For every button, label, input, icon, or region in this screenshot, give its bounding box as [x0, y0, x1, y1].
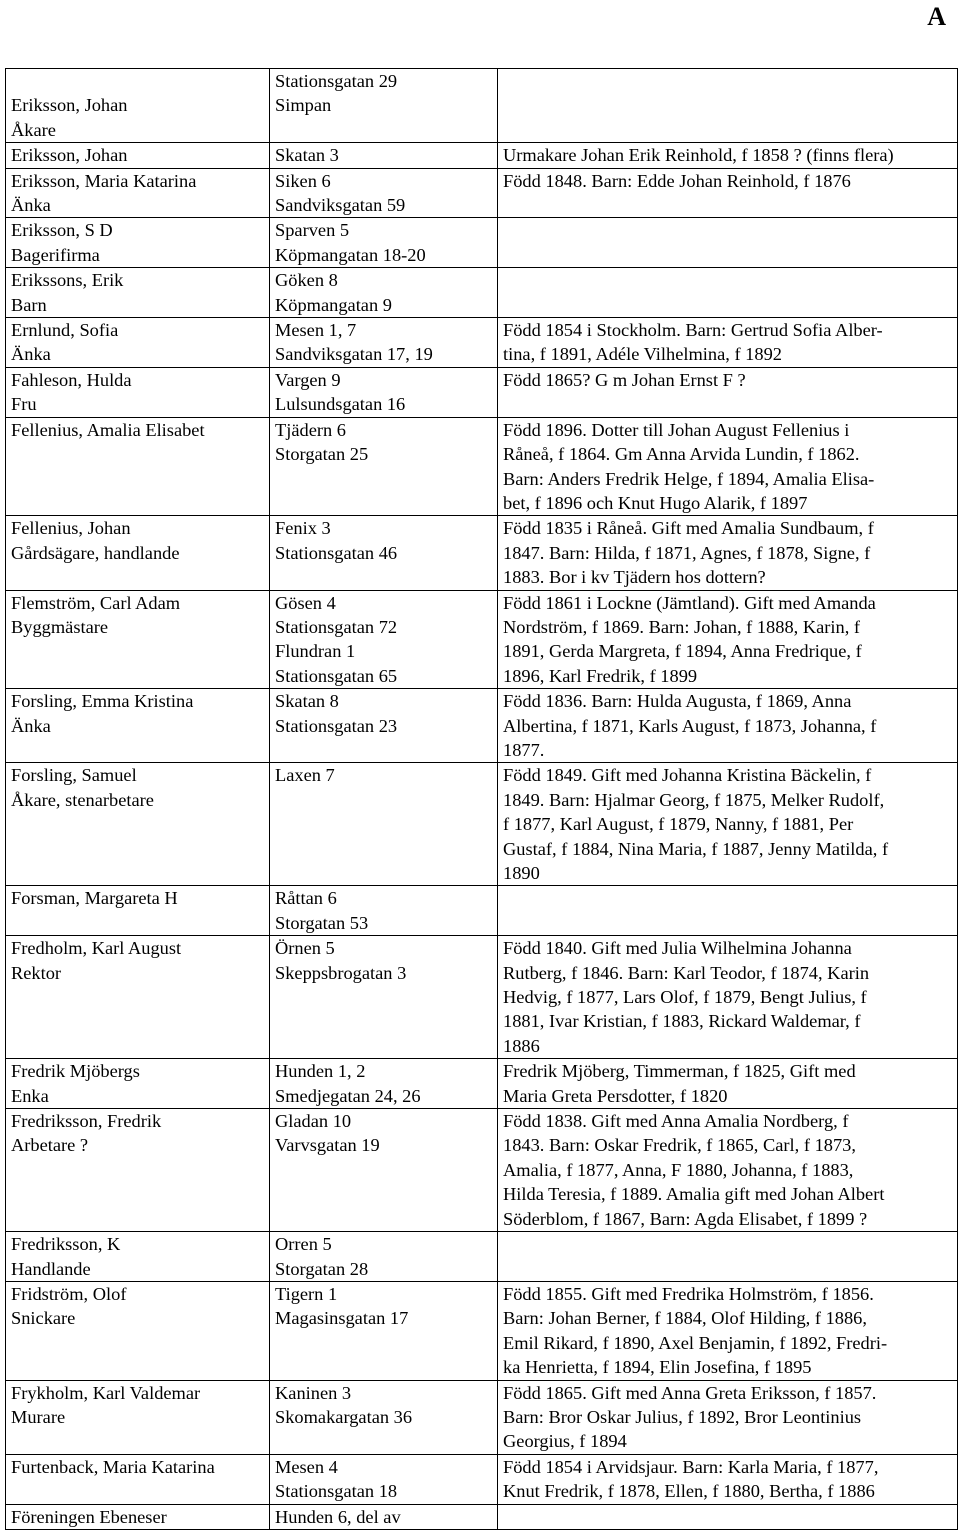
note-line: [503, 243, 953, 267]
name-line: [11, 639, 265, 663]
address-cell: [270, 1109, 498, 1232]
note-line: [503, 293, 953, 317]
note-line: 1877.: [503, 739, 545, 760]
register-body: [6, 69, 958, 1530]
table-row: [6, 689, 958, 763]
name-line: [11, 837, 265, 861]
note-line: Född 1849. Gift med Johanna Kristina Bäckelin, f: [503, 765, 872, 786]
note-line: [503, 118, 953, 142]
name-cell: [6, 689, 270, 763]
address-line: Kaninen 3: [275, 1382, 352, 1403]
address-line: [275, 1158, 493, 1182]
note-line: [503, 392, 953, 416]
address-line: Skatan 3: [275, 145, 339, 166]
table-row: [6, 69, 958, 143]
note-line: [503, 268, 953, 292]
note-line: 1849. Barn: Hjalmar Georg, f 1875, Melker Rudolf,: [503, 789, 885, 810]
address-cell: [270, 143, 498, 168]
name-cell: [6, 886, 270, 936]
address-line: Köpmangatan 9: [275, 294, 392, 315]
note-cell: [498, 318, 958, 368]
address-line: Göken 8: [275, 270, 338, 291]
note-cell: [498, 1454, 958, 1504]
name-line: Enka: [11, 1085, 49, 1106]
address-line: [275, 1429, 493, 1453]
address-line: [275, 738, 493, 762]
name-line: Handlande: [11, 1258, 91, 1279]
address-cell: [270, 763, 498, 886]
note-cell: [498, 689, 958, 763]
table-row: [6, 318, 958, 368]
name-cell: [6, 1454, 270, 1504]
note-line: Född 1835 i Råneå. Gift med Amalia Sundbaum, f: [503, 518, 874, 539]
note-cell: [498, 1281, 958, 1380]
note-cell: [498, 590, 958, 689]
note-line: Albertina, f 1871, Karls August, f 1873, Johanna, f: [503, 715, 877, 736]
address-line: Tjädern 6: [275, 419, 346, 440]
address-line: Storgatan 28: [275, 1258, 369, 1279]
address-line: Skatan 8: [275, 691, 339, 712]
name-line: Snickare: [11, 1308, 76, 1329]
name-cell: [6, 1109, 270, 1232]
address-line: [275, 1009, 493, 1033]
name-cell: [6, 516, 270, 590]
address-cell: [270, 218, 498, 268]
note-line: Född 1854 i Stockholm. Barn: Gertrud Sofia Alber-: [503, 320, 883, 341]
address-line: Stationsgatan 72: [275, 616, 398, 637]
note-line: bet, f 1896 och Knut Hugo Alarik, f 1897: [503, 492, 808, 513]
note-line: Född 1840. Gift med Julia Wilhelmina Johanna: [503, 938, 852, 959]
note-line: Född 1865. Gift med Anna Greta Eriksson, f 1857.: [503, 1382, 877, 1403]
address-line: Fenix 3: [275, 518, 331, 539]
name-line: Änka: [11, 344, 51, 365]
note-cell: [498, 168, 958, 218]
note-line: Georgius, f 1894: [503, 1431, 627, 1452]
name-line: Forsling, Samuel: [11, 765, 137, 786]
address-line: Sandviksgatan 17, 19: [275, 344, 433, 365]
table-row: [6, 1380, 958, 1454]
name-line: Frykholm, Karl Valdemar: [11, 1382, 201, 1403]
note-line: [503, 193, 953, 217]
note-line: Råneå, f 1864. Gm Anna Arvida Lundin, f 1862.: [503, 444, 860, 465]
address-cell: [270, 268, 498, 318]
table-row: [6, 590, 958, 689]
note-line: ka Henrietta, f 1894, Elin Josefina, f 1895: [503, 1357, 812, 1378]
address-line: Mesen 1, 7: [275, 320, 357, 341]
note-line: [503, 911, 953, 935]
note-line: [503, 93, 953, 117]
name-line: Åkare, stenarbetare: [11, 789, 154, 810]
name-line: [11, 1355, 265, 1379]
address-line: Skomakargatan 36: [275, 1406, 413, 1427]
address-line: Råttan 6: [275, 888, 337, 909]
address-cell: [270, 1454, 498, 1504]
note-line: Född 1836. Barn: Hulda Augusta, f 1869, Anna: [503, 691, 852, 712]
address-line: Orren 5: [275, 1234, 332, 1255]
address-line: Stationsgatan 18: [275, 1481, 398, 1502]
name-line: Fahleson, Hulda: [11, 369, 132, 390]
name-line: Eriksson, Johan: [11, 95, 128, 116]
address-line: Storgatan 53: [275, 912, 369, 933]
address-cell: [270, 516, 498, 590]
address-line: [275, 467, 493, 491]
address-line: [275, 812, 493, 836]
note-line: Född 1855. Gift med Fredrika Holmström, f 1856.: [503, 1283, 874, 1304]
table-row: [6, 1059, 958, 1109]
note-line: Barn: Johan Berner, f 1884, Olof Hilding, f 1886,: [503, 1308, 867, 1329]
note-line: 1883. Bor i kv Tjädern hos dottern?: [503, 567, 766, 588]
name-cell: [6, 417, 270, 516]
name-line: Gårdsägare, handlande: [11, 542, 180, 563]
table-row: [6, 763, 958, 886]
name-line: Byggmästare: [11, 616, 109, 637]
note-line: Hedvig, f 1877, Lars Olof, f 1879, Bengt Julius, f: [503, 987, 867, 1008]
register-table: [5, 68, 958, 1530]
note-line: Barn: Bror Oskar Julius, f 1892, Bror Leontinius: [503, 1406, 862, 1427]
name-line: Änka: [11, 715, 51, 736]
address-cell: [270, 69, 498, 143]
note-line: Barn: Anders Fredrik Helge, f 1894, Amalia Elisa-: [503, 468, 875, 489]
address-line: [275, 1182, 493, 1206]
table-row: [6, 168, 958, 218]
name-line: Fru: [11, 394, 37, 415]
name-line: [11, 861, 265, 885]
name-line: Änka: [11, 195, 51, 216]
address-line: [275, 788, 493, 812]
name-cell: [6, 367, 270, 417]
table-row: [6, 218, 958, 268]
address-cell: [270, 367, 498, 417]
name-cell: [6, 143, 270, 168]
address-cell: [270, 590, 498, 689]
address-line: Gladan 10: [275, 1111, 352, 1132]
name-line: [11, 1182, 265, 1206]
name-line: [11, 1158, 265, 1182]
table-row: [6, 367, 958, 417]
note-line: [503, 1232, 953, 1256]
name-line: Fridström, Olof: [11, 1283, 127, 1304]
note-cell: [498, 143, 958, 168]
note-line: 1890: [503, 863, 540, 883]
name-line: [11, 1207, 265, 1231]
address-line: Sparven 5: [275, 220, 350, 241]
note-line: Född 1861 i Lockne (Jämtland). Gift med Amanda: [503, 592, 876, 613]
address-line: Mesen 4: [275, 1456, 338, 1477]
name-line: [11, 1479, 265, 1503]
address-line: [275, 1207, 493, 1231]
name-line: [11, 1429, 265, 1453]
address-line: Köpmangatan 18-20: [275, 244, 426, 265]
note-line: 1881, Ivar Kristian, f 1883, Rickard Waldemar, f: [503, 1011, 861, 1032]
note-line: Maria Greta Persdotter, f 1820: [503, 1085, 728, 1106]
address-line: Tigern 1: [275, 1283, 338, 1304]
name-line: Fredholm, Karl August: [11, 938, 182, 959]
name-line: Flemström, Carl Adam: [11, 592, 181, 613]
note-line: 1843. Barn: Oskar Fredrik, f 1865, Carl, f 1873,: [503, 1135, 856, 1156]
address-line: [275, 1034, 493, 1058]
note-line: 1896, Karl Fredrik, f 1899: [503, 665, 698, 686]
address-cell: [270, 417, 498, 516]
note-line: Knut Fredrik, f 1878, Ellen, f 1880, Bertha, f 1886: [503, 1481, 875, 1502]
address-line: [275, 985, 493, 1009]
table-row: [6, 1454, 958, 1504]
table-row: [6, 268, 958, 318]
name-line: [11, 442, 265, 466]
name-line: [11, 664, 265, 688]
name-line: [11, 911, 265, 935]
note-line: Söderblom, f 1867, Barn: Agda Elisabet, f 1899 ?: [503, 1208, 868, 1229]
name-cell: [6, 268, 270, 318]
address-line: Flundran 1: [275, 641, 356, 662]
address-cell: [270, 689, 498, 763]
name-cell: [6, 1380, 270, 1454]
address-line: [275, 491, 493, 515]
name-line: [11, 1331, 265, 1355]
name-line: Arbetare ?: [11, 1135, 89, 1156]
note-line: [503, 1505, 953, 1529]
note-cell: [498, 763, 958, 886]
address-line: [275, 1355, 493, 1379]
name-line: Föreningen Ebeneser: [11, 1506, 167, 1527]
note-cell: [498, 1504, 958, 1529]
address-line: Storgatan 25: [275, 444, 369, 465]
note-cell: [498, 367, 958, 417]
note-line: Emil Rikard, f 1890, Axel Benjamin, f 1892, Fredri-: [503, 1332, 888, 1353]
address-line: Laxen 7: [275, 765, 335, 786]
name-line: Fellenius, Amalia Elisabet: [11, 419, 205, 440]
note-line: Född 1865? G m Johan Ernst F ?: [503, 369, 746, 390]
address-cell: [270, 1504, 498, 1529]
note-cell: [498, 936, 958, 1059]
address-cell: [270, 886, 498, 936]
table-row: [6, 1281, 958, 1380]
note-cell: [498, 218, 958, 268]
note-line: [503, 1257, 953, 1281]
name-line: [11, 491, 265, 515]
note-cell: [498, 886, 958, 936]
address-cell: [270, 1380, 498, 1454]
name-line: Fredrik Mjöbergs: [11, 1061, 140, 1082]
page-letter: A: [927, 2, 946, 31]
note-line: Född 1854 i Arvidsjaur. Barn: Karla Maria, f 1877,: [503, 1456, 879, 1477]
note-line: Nordström, f 1869. Barn: Johan, f 1888, Karin, f: [503, 616, 861, 637]
note-cell: [498, 1232, 958, 1282]
table-row: [6, 886, 958, 936]
note-line: Amalia, f 1877, Anna, F 1880, Johanna, f 1883,: [503, 1159, 854, 1180]
address-cell: [270, 1232, 498, 1282]
address-cell: [270, 936, 498, 1059]
name-line: Fellenius, Johan: [11, 518, 131, 539]
note-cell: [498, 268, 958, 318]
note-line: Gustaf, f 1884, Nina Maria, f 1887, Jenny Matilda, f: [503, 838, 889, 859]
note-line: Född 1838. Gift med Anna Amalia Nordberg, f: [503, 1111, 849, 1132]
name-line: Furtenback, Maria Katarina: [11, 1456, 215, 1477]
table-row: [6, 936, 958, 1059]
name-cell: [6, 936, 270, 1059]
address-cell: [270, 1281, 498, 1380]
name-line: [11, 1034, 265, 1058]
name-line: Åkare: [11, 119, 56, 140]
name-line: Bagerifirma: [11, 244, 100, 265]
note-line: [503, 218, 953, 242]
address-cell: [270, 168, 498, 218]
name-line: [11, 69, 265, 93]
name-cell: [6, 1232, 270, 1282]
address-cell: [270, 1059, 498, 1109]
address-line: Stationsgatan 65: [275, 665, 398, 686]
address-line: Sandviksgatan 59: [275, 195, 406, 216]
table-row: [6, 143, 958, 168]
note-line: [503, 69, 953, 93]
note-cell: [498, 1059, 958, 1109]
name-line: [11, 1009, 265, 1033]
name-line: Fredriksson, Fredrik: [11, 1111, 162, 1132]
note-line: 1847. Barn: Hilda, f 1871, Agnes, f 1878, Signe, f: [503, 542, 871, 563]
name-line: Forsman, Margareta H: [11, 888, 178, 909]
note-cell: [498, 69, 958, 143]
address-line: [275, 118, 493, 142]
note-line: Urmakare Johan Erik Reinhold, f 1858 ? (finns flera): [503, 145, 894, 166]
address-line: [275, 565, 493, 589]
name-cell: [6, 590, 270, 689]
address-line: Örnen 5: [275, 938, 335, 959]
name-line: Eriksson, S D: [11, 220, 113, 241]
address-line: Hunden 6, del av: [275, 1506, 401, 1527]
address-line: Siken 6: [275, 170, 331, 191]
name-cell: [6, 1281, 270, 1380]
name-line: [11, 985, 265, 1009]
note-line: Född 1848. Barn: Edde Johan Reinhold, f 1876: [503, 170, 851, 191]
name-line: [11, 565, 265, 589]
address-line: Vargen 9: [275, 369, 341, 390]
name-line: Eriksson, Maria Katarina: [11, 170, 197, 191]
address-line: [275, 837, 493, 861]
address-line: Smedjegatan 24, 26: [275, 1085, 421, 1106]
note-line: Rutberg, f 1846. Barn: Karl Teodor, f 1874, Karin: [503, 962, 870, 983]
address-line: Skeppsbrogatan 3: [275, 962, 407, 983]
name-cell: [6, 763, 270, 886]
name-line: Erikssons, Erik: [11, 270, 124, 291]
name-cell: [6, 69, 270, 143]
name-line: Eriksson, Johan: [11, 145, 128, 166]
name-line: [11, 738, 265, 762]
note-line: Fredrik Mjöberg, Timmerman, f 1825, Gift med: [503, 1061, 856, 1082]
name-line: Forsling, Emma Kristina: [11, 691, 194, 712]
name-line: [11, 467, 265, 491]
name-cell: [6, 218, 270, 268]
note-line: [503, 886, 953, 910]
name-line: Barn: [11, 294, 47, 315]
name-line: Rektor: [11, 962, 62, 983]
address-line: Stationsgatan 23: [275, 715, 398, 736]
name-cell: [6, 168, 270, 218]
name-line: Murare: [11, 1406, 66, 1427]
address-line: Stationsgatan 29: [275, 71, 398, 91]
table-row: [6, 417, 958, 516]
name-cell: [6, 318, 270, 368]
note-line: Hilda Teresia, f 1889. Amalia gift med Johan Albert: [503, 1184, 885, 1205]
note-line: tina, f 1891, Adéle Vilhelmina, f 1892: [503, 344, 782, 365]
note-line: 1891, Gerda Margreta, f 1894, Anna Fredrique, f: [503, 641, 862, 662]
address-line: Gösen 4: [275, 592, 336, 613]
name-cell: [6, 1059, 270, 1109]
address-line: Lulsundsgatan 16: [275, 394, 406, 415]
note-line: f 1877, Karl August, f 1879, Nanny, f 1881, Per: [503, 814, 854, 835]
note-cell: [498, 1380, 958, 1454]
address-line: Simpan: [275, 95, 332, 116]
address-line: Magasinsgatan 17: [275, 1308, 409, 1329]
table-row: [6, 1109, 958, 1232]
note-line: 1886: [503, 1035, 540, 1056]
address-line: Hunden 1, 2: [275, 1061, 366, 1082]
note-cell: [498, 1109, 958, 1232]
name-line: [11, 812, 265, 836]
name-line: Fredriksson, K: [11, 1234, 121, 1255]
name-line: Ernlund, Sofia: [11, 320, 119, 341]
name-cell: [6, 1504, 270, 1529]
address-cell: [270, 318, 498, 368]
note-cell: [498, 417, 958, 516]
table-row: [6, 1232, 958, 1282]
address-line: [275, 1331, 493, 1355]
address-line: Stationsgatan 46: [275, 542, 398, 563]
table-row: [6, 1504, 958, 1529]
address-line: [275, 861, 493, 885]
note-cell: [498, 516, 958, 590]
address-line: Varvsgatan 19: [275, 1135, 380, 1156]
note-line: Född 1896. Dotter till Johan August Fellenius i: [503, 419, 850, 440]
table-row: [6, 516, 958, 590]
